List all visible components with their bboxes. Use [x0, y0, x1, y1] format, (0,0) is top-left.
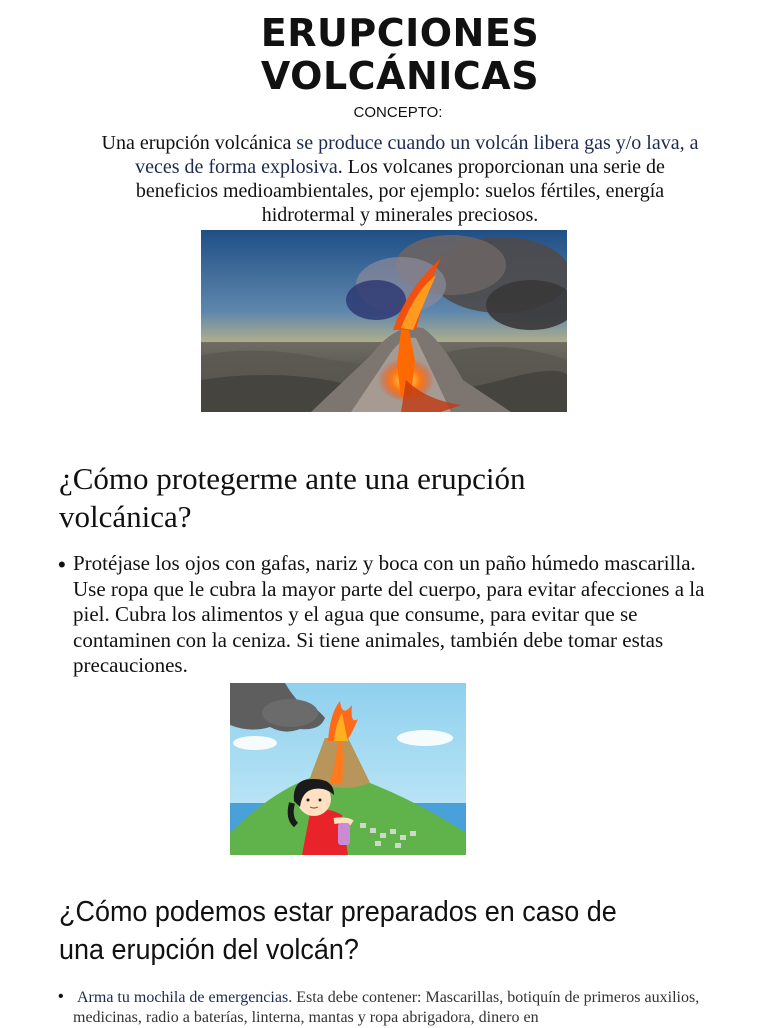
- heading-line: ¿Cómo protegerme ante una erupción: [59, 461, 526, 496]
- concepto-label: CONCEPTO:: [353, 104, 443, 121]
- intro-text-2: . Los volcanes proporcionan una serie de beneficios medioambientales, por ejemplo: suelos fértiles, energía hidrotermal y minerales preciosos.: [135, 156, 665, 226]
- section-heading-protect: [59, 460, 526, 536]
- bullet-dot: •: [58, 552, 66, 577]
- title-line-2: VOLCÁNICAS: [260, 54, 540, 98]
- bullet-prepare-strong: Arma tu mochila de emergencias: [77, 989, 289, 1006]
- page-title: [0, 12, 768, 98]
- title-line-1: ERUPCIONES: [260, 11, 540, 55]
- bullet-prepare-rest: . Esta debe contener: Mascarillas, botiquín de primeros auxilios, medicinas, radio a baterías, linterna, mantas y ropa abrigadora, dinero en: [73, 989, 700, 1026]
- intro-paragraph: [100, 131, 700, 227]
- heading-line: una erupción del volcán?: [59, 934, 359, 966]
- intro-text-highlight: se produce cuando un volcán libera gas y/o lava, a veces de forma explosiva: [135, 132, 699, 178]
- bullet-protect-text: Protéjase los ojos con gafas, nariz y boca con un paño húmedo mascarilla. Use ropa que le cubra la mayor parte del cuerpo, para evitar afecciones a la piel. Cubra los alimentos y el agua que consume, para evitar que se contaminen con la ceniza. Si tiene animales, también debe tomar estas precauciones.: [73, 551, 705, 677]
- bullet-prepare-text: [73, 988, 718, 1028]
- section-heading-prepare: [59, 893, 617, 969]
- cartoon-volcano-illustration: [230, 683, 466, 855]
- bullet-dot: •: [58, 988, 64, 1005]
- intro-text-1: Una erupción volcánica: [101, 132, 297, 154]
- heading-line: ¿Cómo podemos estar preparados en caso de: [59, 896, 617, 928]
- heading-line: volcánica?: [59, 499, 192, 534]
- volcano-photo: [201, 230, 567, 412]
